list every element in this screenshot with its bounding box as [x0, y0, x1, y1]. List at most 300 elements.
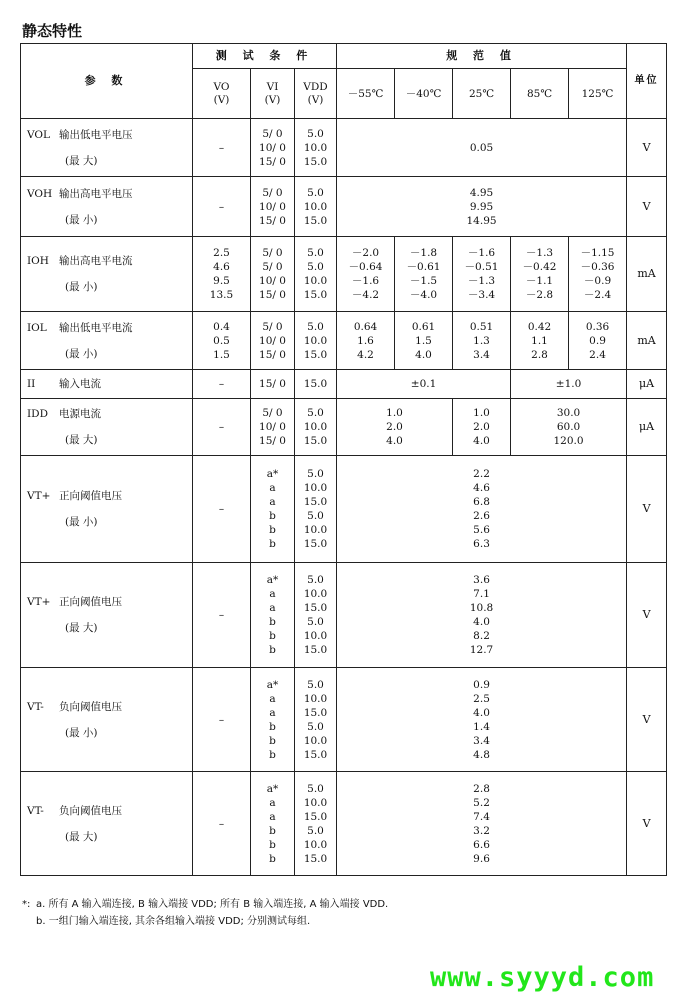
vdd-cell-line: 10.0: [303, 524, 328, 536]
vdd-cell-line: 5.0: [307, 468, 324, 480]
vdd-cell-line: 5.0: [307, 261, 324, 273]
vi-cell-line: a: [269, 602, 276, 614]
footnote-star: *:: [22, 899, 31, 910]
vo-cell-line: –: [218, 378, 225, 390]
spec-temp-cell: [395, 312, 453, 370]
vi-cell: [251, 370, 295, 399]
spec-temp-cell-line: －0.51: [464, 261, 499, 273]
spec-temp-cell-line: 0.51: [469, 320, 494, 333]
header-temp-25: 25℃: [453, 69, 511, 119]
param-name: 输出低电平电压: [59, 128, 133, 141]
vo-cell-line: 0.5: [213, 334, 230, 347]
spec-merged-cell-line: 6.8: [473, 496, 490, 508]
spec-room-temp-cell-line: 2.0: [473, 421, 490, 433]
param-cell: [21, 668, 193, 772]
spec-temp-cell-line: 0.36: [585, 320, 610, 333]
vi-cell-line: 15/ 0: [259, 289, 286, 301]
vi-cell-line: b: [269, 838, 276, 851]
spec-merged-cell-line: 5.2: [473, 796, 490, 809]
spec-merged-cell-line: 4.8: [473, 748, 490, 761]
unit-cell: μA: [627, 399, 667, 456]
param-cell: [21, 177, 193, 237]
param-cell: [21, 563, 193, 668]
param-symbol: IOL: [27, 321, 47, 334]
spec-row: [21, 668, 667, 772]
vi-cell-line: b: [269, 852, 276, 865]
spec-high-temp-cell-line: 30.0: [556, 407, 581, 419]
vdd-cell: [295, 563, 337, 668]
header-vi-label: VI: [266, 80, 279, 93]
vi-cell-line: b: [269, 524, 276, 536]
vo-cell-line: 13.5: [209, 289, 234, 301]
vi-cell-line: a*: [266, 574, 279, 586]
unit-cell: V: [627, 177, 667, 237]
footnotes: [22, 896, 389, 930]
vi-cell: [251, 563, 295, 668]
spec-row: [21, 772, 667, 876]
spec-merged-cell-line: 0.9: [473, 678, 490, 691]
unit-cell: μA: [627, 370, 667, 399]
vdd-cell-line: 5.0: [307, 574, 324, 586]
param-name: 负向阈值电压: [59, 700, 122, 713]
spec-merged-cell-line: 9.95: [469, 200, 494, 213]
param-qualifier: (最 小): [65, 726, 98, 739]
spec-high-temp-cell: ±1.0: [511, 370, 627, 399]
param-name: 正向阈值电压: [59, 596, 122, 608]
vdd-cell-line: 10.0: [303, 275, 328, 287]
vo-cell-line: –: [218, 817, 225, 830]
spec-temp-cell-line: －4.0: [409, 289, 438, 301]
vdd-cell: [295, 119, 337, 177]
spec-merged-cell-line: 2.5: [473, 692, 490, 705]
header-temp-125: 125℃: [569, 69, 627, 119]
vdd-cell-line: 15.0: [303, 348, 328, 361]
header-vi-unit: (V): [264, 93, 281, 106]
vdd-cell: [295, 312, 337, 370]
vo-cell-line: –: [218, 609, 225, 621]
vdd-cell-line: 10.0: [303, 421, 328, 433]
vdd-cell: [295, 668, 337, 772]
vi-cell-line: 10/ 0: [259, 334, 286, 347]
spec-temp-cell-line: －1.5: [409, 275, 438, 287]
param-cell: [21, 312, 193, 370]
vdd-cell-line: 5.0: [307, 720, 324, 733]
param-qualifier: (最 小): [65, 213, 98, 226]
vdd-cell-line: 15.0: [303, 496, 328, 508]
param-symbol: VT+: [27, 596, 51, 608]
spec-merged-cell: [337, 119, 627, 177]
vdd-cell-line: 10.0: [303, 334, 328, 347]
vi-cell: [251, 119, 295, 177]
spec-temp-cell-line: 1.1: [531, 334, 548, 347]
unit-cell: V: [627, 456, 667, 563]
spec-temp-cell-line: －1.15: [580, 247, 615, 259]
param-qualifier: (最 大): [65, 434, 98, 446]
spec-merged-cell-line: 7.4: [473, 810, 490, 823]
vi-cell-line: 5/ 0: [262, 320, 283, 333]
vi-cell-line: a*: [266, 782, 279, 795]
vi-cell-line: 10/ 0: [259, 421, 286, 433]
vo-cell: [193, 177, 251, 237]
spec-row: [21, 177, 667, 237]
spec-merged-cell-line: 1.4: [473, 720, 490, 733]
spec-temp-cell-line: －4.2: [351, 289, 380, 301]
vdd-cell-line: 15.0: [303, 748, 328, 761]
spec-room-temp-cell-line: 4.0: [473, 435, 490, 447]
vdd-cell-line: 15.0: [303, 214, 328, 227]
unit-cell: mA: [627, 237, 667, 312]
vi-cell-line: b: [269, 538, 276, 550]
spec-room-temp-cell-line: 1.0: [473, 407, 490, 419]
vi-cell-line: b: [269, 824, 276, 837]
vo-cell-line: –: [218, 141, 225, 154]
spec-temp-cell-line: －1.1: [525, 275, 554, 287]
spec-temp-cell-line: －0.42: [522, 261, 557, 273]
vi-cell: [251, 456, 295, 563]
param-symbol: II: [27, 378, 36, 390]
spec-temp-cell-line: 0.61: [411, 320, 436, 333]
param-symbol: VOH: [27, 187, 53, 200]
spec-low-temp-cell-line: 4.0: [386, 435, 403, 447]
spec-temp-cell-line: －0.61: [406, 261, 441, 273]
spec-merged-cell-line: 7.1: [473, 588, 490, 600]
unit-cell: mA: [627, 312, 667, 370]
spec-temp-cell-line: －2.4: [583, 289, 612, 301]
param-name: 正向阈值电压: [59, 490, 122, 502]
param-cell: [21, 119, 193, 177]
param-qualifier: (最 小): [65, 516, 98, 528]
vi-cell-line: b: [269, 644, 276, 656]
vi-cell-line: 15/ 0: [259, 214, 286, 227]
vi-cell-line: 15/ 0: [259, 155, 286, 168]
spec-row: [21, 399, 667, 456]
vi-cell-line: a: [269, 496, 276, 508]
param-cell: [21, 772, 193, 876]
vi-cell-line: a: [269, 706, 276, 719]
spec-temp-cell-line: 4.2: [357, 348, 374, 361]
spec-temp-cell-line: －2.8: [525, 289, 554, 301]
spec-temp-cell: [511, 237, 569, 312]
param-cell: [21, 370, 193, 399]
vdd-cell-line: 10.0: [303, 141, 328, 154]
vi-cell-line: b: [269, 616, 276, 628]
param-symbol: VT-: [27, 700, 44, 713]
vi-cell-line: 15/ 0: [259, 378, 286, 390]
static-characteristics-table: [20, 43, 667, 876]
spec-temp-cell-line: 4.0: [415, 348, 432, 361]
vi-cell-line: a: [269, 482, 276, 494]
spec-merged-cell-line: 5.6: [473, 524, 490, 536]
vi-cell-line: a: [269, 588, 276, 600]
vdd-cell: [295, 370, 337, 399]
spec-temp-cell-line: －0.36: [580, 261, 615, 273]
spec-merged-cell: [337, 772, 627, 876]
header-vi: [251, 69, 295, 119]
unit-cell: V: [627, 668, 667, 772]
spec-temp-cell-line: 1.6: [357, 334, 374, 347]
param-symbol: IOH: [27, 255, 49, 267]
vdd-cell-line: 10.0: [303, 588, 328, 600]
spec-merged-cell: [337, 563, 627, 668]
param-line: [27, 321, 192, 335]
spec-low-temp-cell: [337, 399, 453, 456]
vdd-cell-line: 15.0: [303, 435, 328, 447]
spec-merged-cell-line: 6.3: [473, 538, 490, 550]
vi-cell-line: 15/ 0: [259, 348, 286, 361]
header-vo-unit: (V): [213, 93, 230, 106]
param-line: [27, 489, 192, 503]
header-temp-m55: －55℃: [337, 69, 395, 119]
param-line: [27, 407, 192, 421]
header-vo: [193, 69, 251, 119]
param-line: [27, 128, 192, 142]
vdd-cell-line: 15.0: [303, 706, 328, 719]
vi-cell-line: b: [269, 510, 276, 522]
vi-cell: [251, 177, 295, 237]
header-unit: 单位: [627, 44, 667, 119]
vdd-cell-line: 15.0: [303, 810, 328, 823]
vi-cell-line: a: [269, 692, 276, 705]
header-spec: 规 范 值: [337, 44, 627, 69]
vo-cell-line: 1.5: [213, 348, 230, 361]
param-cell: [21, 456, 193, 563]
param-qualifier: (最 小): [65, 347, 98, 360]
spec-merged-cell: [337, 456, 627, 563]
vi-cell: [251, 668, 295, 772]
param-symbol: VOL: [27, 128, 50, 141]
spec-temp-cell-line: 0.64: [353, 320, 378, 333]
vdd-cell-line: 5.0: [307, 127, 324, 140]
spec-merged-cell: [337, 668, 627, 772]
spec-merged-cell-line: 6.6: [473, 838, 490, 851]
vi-cell-line: 10/ 0: [259, 275, 286, 287]
vdd-cell: [295, 399, 337, 456]
vdd-cell-line: 10.0: [303, 838, 328, 851]
param-qualifier: (最 大): [65, 830, 98, 843]
spec-merged-cell-line: 4.6: [473, 482, 490, 494]
vo-cell-line: –: [218, 713, 225, 726]
vdd-cell-line: 10.0: [303, 692, 328, 705]
vi-cell-line: 5/ 0: [262, 186, 283, 199]
footnote-a: a. 所有 A 输入端连接, B 输入端接 VDD; 所有 B 输入端连接, A 输入端接 VDD.: [36, 899, 389, 910]
header-vdd-unit: (V): [307, 93, 324, 106]
page-title: 静态特性: [22, 22, 83, 40]
unit-cell: V: [627, 772, 667, 876]
vdd-cell-line: 10.0: [303, 630, 328, 642]
vdd-cell: [295, 237, 337, 312]
spec-temp-cell: [453, 237, 511, 312]
vdd-cell-line: 5.0: [307, 678, 324, 691]
spec-temp-cell-line: －3.4: [467, 289, 496, 301]
vi-cell-line: 5/ 0: [262, 261, 283, 273]
spec-row: [21, 370, 667, 399]
vdd-cell-line: 5.0: [307, 824, 324, 837]
param-qualifier: (最 大): [65, 622, 98, 634]
vo-cell: [193, 563, 251, 668]
footnote-b: b. 一组门输入端连接, 其余各组输入端接 VDD; 分别测试每组.: [36, 916, 311, 927]
vdd-cell-line: 15.0: [303, 289, 328, 301]
spec-merged-cell-line: 8.2: [473, 630, 490, 642]
vo-cell-line: –: [218, 503, 225, 515]
param-line: [27, 700, 192, 714]
spec-temp-cell: [569, 312, 627, 370]
param-name: 负向阈值电压: [59, 804, 122, 817]
vdd-cell-line: 15.0: [303, 644, 328, 656]
vi-cell: [251, 772, 295, 876]
param-line: [27, 254, 192, 268]
spec-high-temp-cell-line: 120.0: [553, 435, 584, 447]
param-name: 输入电流: [59, 378, 101, 390]
spec-temp-cell-line: －1.6: [467, 247, 496, 259]
param-line: [27, 377, 192, 391]
vdd-cell-line: 5.0: [307, 186, 324, 199]
spec-low-temp-cell: ±0.1: [337, 370, 511, 399]
spec-temp-cell-line: －1.3: [467, 275, 496, 287]
header-vo-label: VO: [213, 80, 230, 93]
vi-cell-line: 5/ 0: [262, 127, 283, 140]
spec-merged-cell-line: 0.05: [469, 141, 494, 154]
spec-merged-cell-line: 3.6: [473, 574, 490, 586]
vdd-cell-line: 5.0: [307, 247, 324, 259]
spec-temp-cell: [511, 312, 569, 370]
vdd-cell-line: 5.0: [307, 407, 324, 419]
vo-cell-line: –: [218, 421, 225, 433]
vi-cell-line: b: [269, 748, 276, 761]
spec-temp-cell-line: 1.3: [473, 334, 490, 347]
param-cell: [21, 237, 193, 312]
spec-merged-cell-line: 3.4: [473, 734, 490, 747]
spec-merged-cell-line: 3.2: [473, 824, 490, 837]
spec-temp-cell-line: －0.9: [583, 275, 612, 287]
vdd-cell-line: 15.0: [303, 155, 328, 168]
vdd-cell: [295, 177, 337, 237]
vo-cell: [193, 237, 251, 312]
vdd-cell: [295, 456, 337, 563]
vdd-cell-line: 10.0: [303, 734, 328, 747]
vi-cell-line: a: [269, 810, 276, 823]
spec-high-temp-cell-line: 60.0: [556, 421, 581, 433]
vo-cell: [193, 772, 251, 876]
vo-cell: [193, 312, 251, 370]
spec-temp-cell-line: 2.4: [589, 348, 606, 361]
spec-temp-cell-line: －0.64: [348, 261, 383, 273]
vdd-cell-line: 5.0: [307, 616, 324, 628]
spec-temp-cell-line: 1.5: [415, 334, 432, 347]
header-temp-m40: －40℃: [395, 69, 453, 119]
spec-merged-cell-line: 2.8: [473, 782, 490, 795]
vo-cell: [193, 370, 251, 399]
spec-merged-cell-line: 4.95: [469, 186, 494, 199]
spec-room-temp-cell: [453, 399, 511, 456]
vi-cell-line: a: [269, 796, 276, 809]
header-vdd: [295, 69, 337, 119]
spec-merged-cell-line: 12.7: [469, 644, 494, 656]
spec-row: [21, 563, 667, 668]
spec-temp-cell-line: －1.3: [525, 247, 554, 259]
vdd-cell-line: 5.0: [307, 510, 324, 522]
spec-merged-cell-line: 4.0: [473, 706, 490, 719]
param-line: [27, 595, 192, 609]
spec-high-temp-cell: [511, 399, 627, 456]
param-name: 电源电流: [59, 408, 101, 420]
spec-temp-cell: [337, 312, 395, 370]
vdd-cell-line: 15.0: [303, 602, 328, 614]
vdd-cell-line: 15.0: [303, 852, 328, 865]
vo-cell: [193, 399, 251, 456]
param-name: 输出高电平电流: [59, 255, 133, 267]
param-qualifier: (最 大): [65, 154, 98, 167]
vo-cell: [193, 119, 251, 177]
spec-temp-cell-line: －1.6: [351, 275, 380, 287]
spec-row: [21, 119, 667, 177]
spec-merged-cell-line: 10.8: [469, 602, 494, 614]
param-name: 输出低电平电流: [59, 321, 133, 334]
vdd-cell-line: 5.0: [307, 782, 324, 795]
spec-temp-cell-line: 2.8: [531, 348, 548, 361]
vi-cell: [251, 399, 295, 456]
header-vdd-label: VDD: [303, 80, 328, 93]
vi-cell-line: 5/ 0: [262, 407, 283, 419]
param-symbol: VT+: [27, 490, 51, 502]
spec-merged-cell-line: 4.0: [473, 616, 490, 628]
vdd-cell: [295, 772, 337, 876]
param-symbol: IDD: [27, 408, 48, 420]
vdd-cell-line: 15.0: [303, 538, 328, 550]
spec-temp-cell-line: 0.42: [527, 320, 552, 333]
vo-cell-line: –: [218, 200, 225, 213]
vdd-cell-line: 10.0: [303, 796, 328, 809]
header-test-condition: 测 试 条 件: [193, 44, 337, 69]
param-cell: [21, 399, 193, 456]
spec-temp-cell: [569, 237, 627, 312]
vi-cell-line: 5/ 0: [262, 247, 283, 259]
param-symbol: VT-: [27, 804, 44, 817]
spec-merged-cell-line: 9.6: [473, 852, 490, 865]
param-line: [27, 804, 192, 818]
vi-cell: [251, 237, 295, 312]
param-qualifier: (最 小): [65, 281, 98, 293]
spec-merged-cell-line: 2.6: [473, 510, 490, 522]
vdd-cell-line: 10.0: [303, 200, 328, 213]
param-name: 输出高电平电压: [59, 187, 133, 200]
vdd-cell-line: 5.0: [307, 320, 324, 333]
vi-cell: [251, 312, 295, 370]
header-temp-85: 85℃: [511, 69, 569, 119]
spec-low-temp-cell-line: 2.0: [386, 421, 403, 433]
vo-cell-line: 2.5: [213, 247, 230, 259]
vo-cell-line: 0.4: [213, 320, 230, 333]
spec-temp-cell: [337, 237, 395, 312]
vi-cell-line: b: [269, 734, 276, 747]
vi-cell-line: a*: [266, 468, 279, 480]
spec-merged-cell: [337, 177, 627, 237]
spec-merged-cell-line: 2.2: [473, 468, 490, 480]
vi-cell-line: a*: [266, 678, 279, 691]
vi-cell-line: b: [269, 720, 276, 733]
vi-cell-line: 15/ 0: [259, 435, 286, 447]
vi-cell-line: 10/ 0: [259, 141, 286, 154]
header-param: 参 数: [21, 44, 193, 119]
spec-low-temp-cell-line: 1.0: [386, 407, 403, 419]
param-line: [27, 187, 192, 201]
vo-cell: [193, 668, 251, 772]
spec-temp-cell: [395, 237, 453, 312]
vo-cell-line: 9.5: [213, 275, 230, 287]
spec-temp-cell-line: －2.0: [351, 247, 380, 259]
unit-cell: V: [627, 119, 667, 177]
spec-merged-cell-line: 14.95: [466, 214, 497, 227]
watermark: www.syyyd.com: [430, 962, 655, 993]
